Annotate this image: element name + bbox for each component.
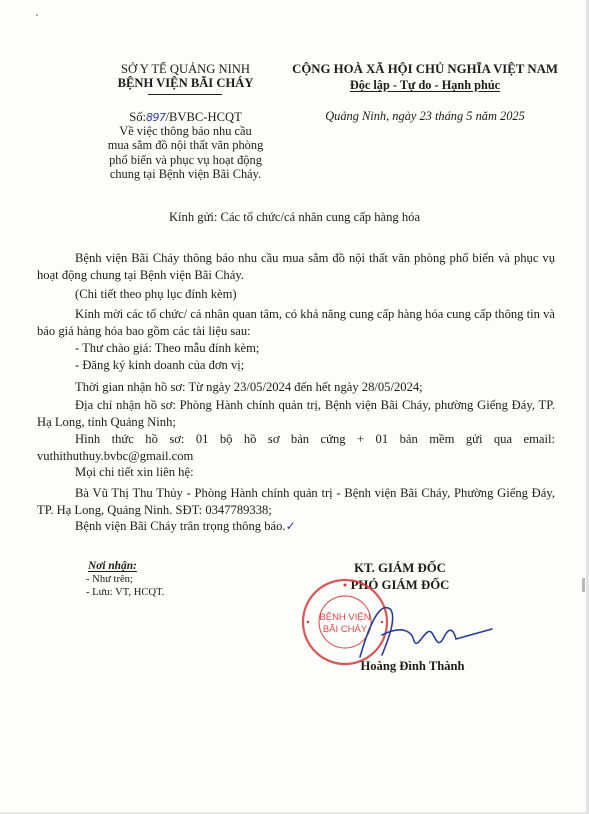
body-paragraph: Địa chỉ nhận hồ sơ: Phòng Hành chính quản trị, Bệnh viện Bãi Cháy, phường Giếng Đáy, TP. Hạ Long, tỉnh Quảng Ninh; bbox=[37, 398, 555, 429]
hospital-name: BỆNH VIỆN BÃI CHÁY bbox=[117, 76, 254, 90]
body-paragraph bbox=[75, 518, 555, 535]
ref-number: 897 bbox=[146, 111, 166, 124]
subject-line: phổ biến và phục vụ hoạt động bbox=[109, 152, 262, 167]
initial-mark-icon: ✓ bbox=[285, 519, 296, 533]
country-name: CỘNG HOÀ XÃ HỘI CHỦ NGHĨA VIỆT NAM bbox=[292, 62, 558, 76]
signature-subtitle: PHÓ GIÁM ĐỐC bbox=[350, 578, 450, 592]
body-paragraph: Kính mời các tổ chức/ cá nhân quan tâm, có khả năng cung cấp hàng hóa cung cấp thông tin và báo giá hàng hóa bao gồm các tài liệu sau: bbox=[37, 307, 555, 338]
signer-name: Hoàng Đình Thành bbox=[360, 659, 465, 673]
scan-mark bbox=[582, 578, 585, 592]
document-date: Quảng Ninh, ngày 23 tháng 5 năm 2025 bbox=[325, 109, 525, 123]
document-reference bbox=[68, 110, 303, 125]
body-paragraph: - Thư chào giá: Theo mẫu đính kèm; bbox=[75, 341, 260, 355]
seal-text-line: BÃI CHÁY bbox=[322, 624, 368, 635]
subject-line: chung tại Bệnh viện Bãi Cháy. bbox=[109, 166, 262, 181]
seal-text-line: BỆNH VIỆN bbox=[319, 612, 371, 623]
recipient-item: - Lưu: VT, HCQT. bbox=[86, 587, 165, 598]
body-paragraph: Bà Vũ Thị Thu Thủy - Phòng Hành chính quản trị - Bệnh viện Bãi Cháy, Phường Giếng Đáy, TP. Hạ Long, Quảng Ninh. SĐT: 0347789338; bbox=[37, 486, 555, 517]
closing-line: Bệnh viện Bãi Cháy trân trọng thông báo. bbox=[75, 519, 286, 533]
body-paragraph: Thời gian nhận hồ sơ: Từ ngày 23/05/2024 đến hết ngày 28/05/2024; bbox=[75, 380, 423, 394]
ref-prefix: Số: bbox=[129, 110, 147, 124]
ref-suffix: /BVBC-HCQT bbox=[165, 110, 242, 124]
ministry-name: SỞ Y TẾ QUẢNG NINH bbox=[121, 62, 250, 76]
body-paragraph: Hình thức hồ sơ: 01 bộ hồ sơ bản cứng + 01 bản mềm gửi qua email: vuthithuthuy.bvbc@gmail.com bbox=[37, 432, 555, 463]
document-subject bbox=[78, 124, 293, 181]
signature-title: KT. GIÁM ĐỐC bbox=[354, 561, 446, 575]
greeting: Kính gửi: Các tổ chức/cá nhân cung cấp hàng hóa bbox=[168, 210, 421, 224]
body-paragraph: (Chi tiết theo phụ lục đính kèm) bbox=[75, 287, 237, 301]
recipients-title: Nơi nhận: bbox=[88, 560, 137, 572]
scan-speck bbox=[36, 14, 38, 16]
recipient-item: - Như trên; bbox=[86, 574, 133, 585]
body-paragraph: Mọi chi tiết xin liên hệ: bbox=[75, 465, 194, 479]
handwritten-signature bbox=[352, 595, 502, 665]
national-motto: Độc lập - Tự do - Hạnh phúc bbox=[349, 78, 501, 92]
hospital-underline bbox=[148, 94, 222, 95]
body-paragraph: - Đăng ký kinh doanh của đơn vị; bbox=[75, 358, 245, 372]
subject-line: Về việc thông báo nhu cầu bbox=[119, 124, 252, 138]
body-paragraph: Bệnh viện Bãi Cháy thông báo nhu cầu mua sắm đồ nội thất văn phòng phổ biến và phục vụ hoạt động chung tại Bệnh viện Bãi Cháy. bbox=[37, 251, 555, 282]
subject-line: mua sắm đồ nội thất văn phòng bbox=[107, 138, 264, 153]
